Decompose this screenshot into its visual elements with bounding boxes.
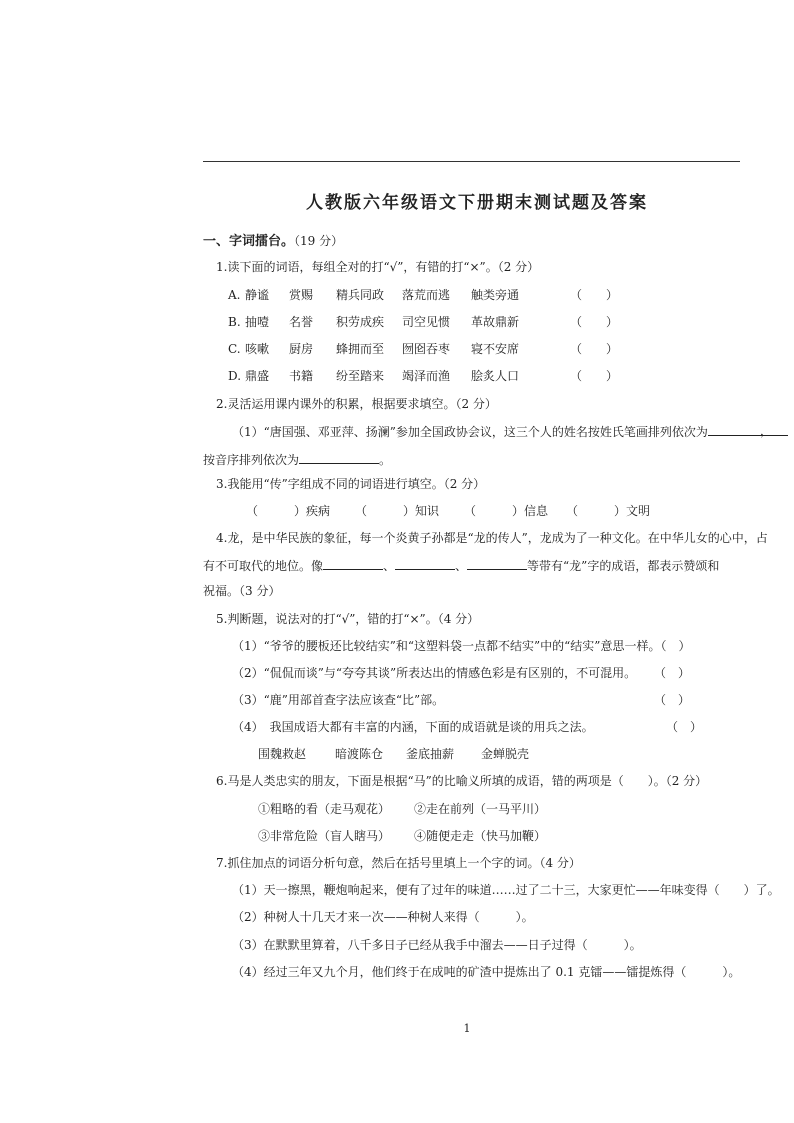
q1-option-letter: A. [228, 288, 241, 302]
q4-line3: 祝福。（3 分） [203, 584, 281, 598]
q6-option: ①粗略的看（走马观花） [258, 802, 391, 816]
q2-line1 [232, 423, 788, 440]
q5-item: （4） 我国成语大都有丰富的内涵，下面的成语就是谈的用兵之法。 [232, 720, 594, 734]
q6-option: ④随便走走（快马加鞭） [414, 829, 547, 843]
page-number: 1 [463, 1022, 471, 1035]
q1-word: 抽噎 [245, 315, 270, 329]
q1-word: 厨房 [289, 342, 314, 356]
q2-line2-end: 。 [379, 453, 392, 467]
q5-paren: （ ） [654, 666, 691, 680]
q5-idiom: 金蝉脱壳 [481, 747, 530, 761]
q7-item: （1）天一擦黑，鞭炮响起来，便有了过年的味道……过了二十三，大家更忙——年味变得（ ）了。 [232, 883, 780, 897]
q4-line2 [203, 557, 719, 574]
q1-word: 纷至踏来 [336, 369, 385, 383]
q5-paren: （ ） [654, 693, 691, 707]
q1-option-letter: B. [228, 315, 241, 329]
q1-answer-paren: （ ） [570, 288, 619, 302]
q1-word: 竭泽而渔 [402, 369, 451, 383]
q2-line1-end: ， [760, 424, 773, 438]
q3-item: （ ）疾病 [246, 504, 331, 518]
q2-line1-text: （1）“唐国强、邓亚萍、扬澜”参加全国政协会议，这三个人的姓名按姓氏笔画排列依次为 [232, 425, 708, 439]
answer-blank[interactable] [467, 557, 527, 570]
q1-word: 触类旁通 [471, 288, 520, 302]
q6-option: ③非常危险（盲人瞎马） [258, 829, 391, 843]
q1-word: 落荒而逃 [402, 288, 451, 302]
q2-line2-text: 按音序排列依次为 [203, 453, 300, 467]
q5-stem: 5.判断题，说法对的打“√”，错的打“×”。（4 分） [216, 612, 480, 626]
q1-word: 静谧 [245, 288, 270, 302]
q7-item: （2）种树人十几天才来一次——种树人来得（ ）。 [232, 910, 534, 924]
section-score: （19 分） [294, 234, 344, 248]
header-rule [203, 161, 740, 162]
q4-line1: 4.龙，是中华民族的象征，每一个炎黄子孙都是“龙的传人”，龙成为了一种文化。在中华儿女的心中，占 [216, 531, 768, 545]
q1-word: 寝不安席 [471, 342, 520, 356]
q5-idiom: 釜底抽薪 [406, 747, 455, 761]
q1-word: 司空见惯 [402, 315, 451, 329]
q4-line2-text: 有不可取代的地位。像 [203, 559, 324, 573]
q5-item: （1）“爷爷的腰板还比较结实”和“这塑料袋一点都不结实”中的“结实”意思一样。（ ） [232, 639, 691, 653]
answer-blank[interactable] [299, 451, 379, 464]
section-title: 一、字词擂台。 [203, 234, 295, 249]
q1-option-letter: D. [228, 369, 242, 383]
q1-option-letter: C. [228, 342, 241, 356]
answer-blank[interactable] [395, 557, 455, 570]
q3-item: （ ）信息 [464, 504, 549, 518]
q1-answer-paren: （ ） [570, 315, 619, 329]
q5-idiom: 围魏救赵 [258, 747, 307, 761]
q4-line2-end: 等带有“龙”字的成语，都表示赞颂和 [527, 559, 720, 573]
q1-word: 革故鼎新 [471, 315, 520, 329]
q3-item: （ ）知识 [355, 504, 440, 518]
q2-stem: 2.灵活运用课内课外的积累，根据要求填空。（2 分） [216, 397, 497, 411]
page-title: 人教版六年级语文下册期末测试题及答案 [306, 193, 648, 213]
q1-word: 名誉 [289, 315, 314, 329]
q2-line2 [203, 451, 391, 468]
q3-item: （ ）文明 [566, 504, 651, 518]
q5-idiom: 暗渡陈仓 [335, 747, 384, 761]
q1-word: 鼎盛 [245, 369, 270, 383]
q6-option: ②走在前列（一马平川） [414, 802, 547, 816]
q1-word: 书籍 [289, 369, 314, 383]
q1-answer-paren: （ ） [570, 369, 619, 383]
q1-stem: 1.读下面的词语，每组全对的打“√”，有错的打“×”。（2 分） [216, 260, 540, 274]
q4-sep: 、 [383, 559, 396, 573]
q7-item: （4）经过三年又九个月，他们终于在成吨的矿渣中提炼出了 0.1 克镭——镭提炼得（ ）。 [232, 965, 741, 979]
q1-word: 咳嗽 [245, 342, 270, 356]
answer-blank[interactable] [323, 557, 383, 570]
q6-stem: 6.马是人类忠实的朋友，下面是根据“马”的比喻义所填的成语，错的两项是（ ）。（2 分） [216, 774, 708, 788]
q7-stem: 7.抓住加点的词语分析句意，然后在括号里填上一个字的词。（4 分） [216, 856, 581, 870]
q1-word: 精兵同政 [336, 288, 385, 302]
q1-word: 囫囵吞枣 [402, 342, 451, 356]
q5-item: （2）“侃侃而谈”与“夸夸其谈”所表达出的情感色彩是有区别的，不可混用。 [232, 666, 637, 680]
q1-word: 蜂拥而至 [336, 342, 385, 356]
q1-word: 脍炙人口 [471, 369, 520, 383]
q5-paren: （ ） [666, 720, 703, 734]
answer-blank[interactable] [708, 423, 788, 436]
q1-word: 积劳成疾 [336, 315, 385, 329]
q7-item: （3）在默默里算着，八千多日子已经从我手中溜去——日子过得（ ）。 [232, 938, 642, 952]
q1-answer-paren: （ ） [570, 342, 619, 356]
q5-item: （3）“鹿”用部首查字法应该查“比”部。 [232, 693, 445, 707]
q1-word: 赏赐 [289, 288, 314, 302]
section-heading [203, 233, 343, 250]
q3-stem: 3.我能用“传”字组成不同的词语进行填空。（2 分） [216, 477, 486, 491]
q4-sep: 、 [455, 559, 468, 573]
